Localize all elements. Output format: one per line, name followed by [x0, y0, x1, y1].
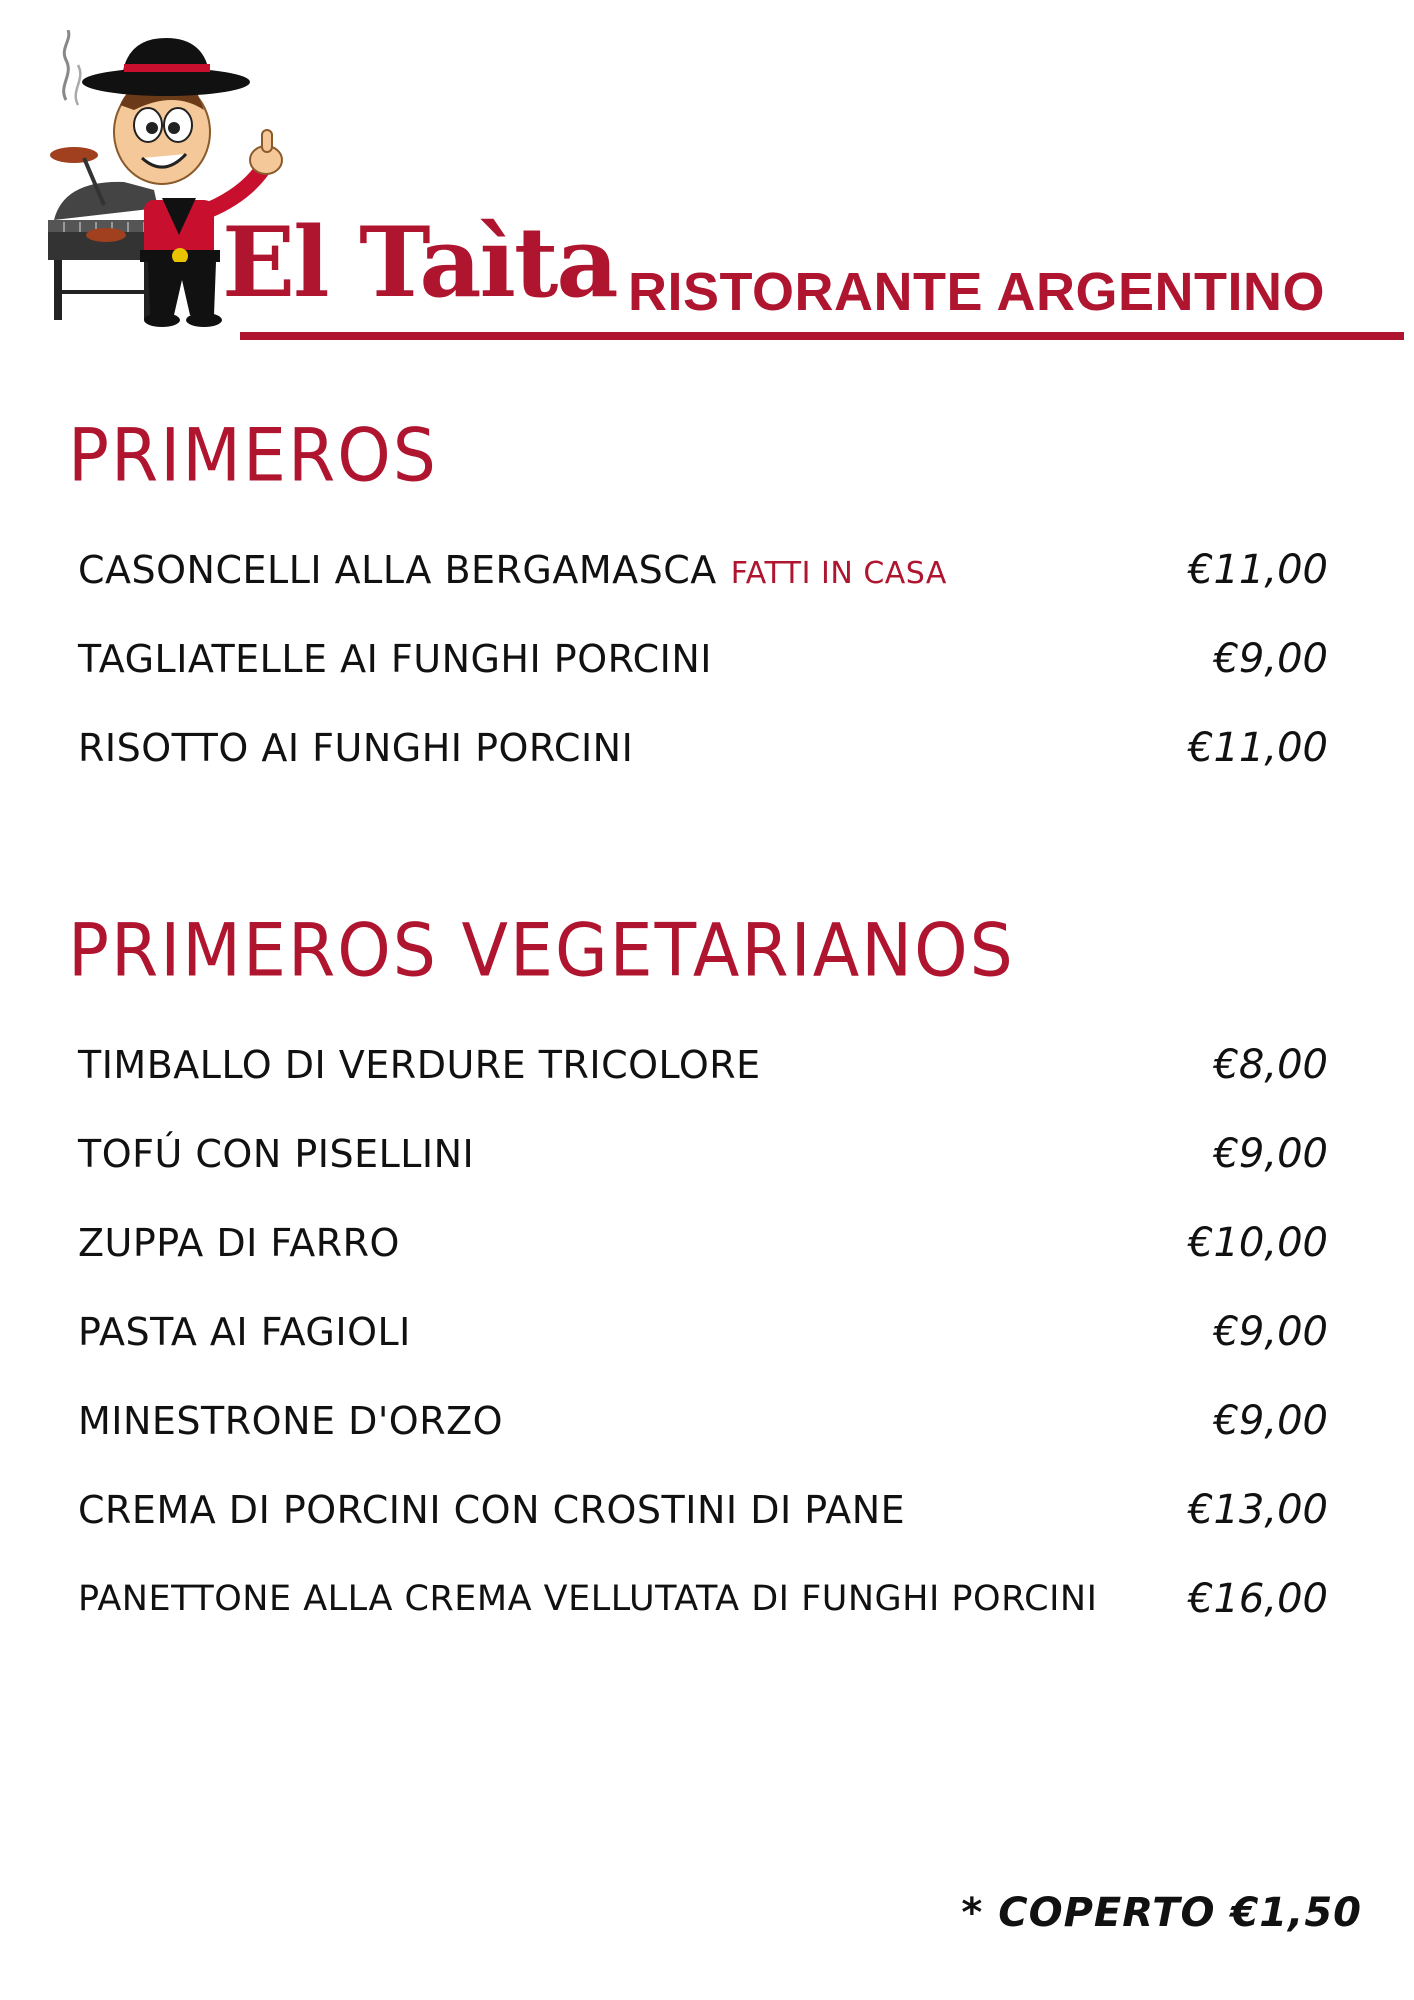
item-name [78, 545, 947, 599]
menu-item [78, 1396, 1328, 1446]
item-name: ZUPPA DI FARRO [78, 1221, 400, 1265]
item-name: TOFÚ CON PISELLINI [78, 1132, 475, 1176]
item-note: FATTI IN CASA [730, 556, 947, 591]
menu-item [78, 723, 1328, 773]
item-price: €9,00 [1213, 1398, 1328, 1444]
item-name: PASTA AI FAGIOLI [78, 1310, 411, 1354]
menu-item [78, 1574, 1328, 1624]
item-price: €11,00 [1188, 725, 1328, 771]
menu-item [78, 1307, 1328, 1357]
item-name: PANETTONE ALLA CREMA VELLUTATA DI FUNGHI PORCINI [78, 1579, 1098, 1619]
item-price: €9,00 [1213, 1309, 1328, 1355]
item-price: €11,00 [1188, 547, 1328, 593]
menu-item [78, 1218, 1328, 1268]
menu-item [78, 1129, 1328, 1179]
restaurant-logo-text: El Taìta [222, 206, 617, 319]
item-name: TAGLIATELLE AI FUNGHI PORCINI [78, 637, 713, 681]
item-name: RISOTTO AI FUNGHI PORCINI [78, 726, 634, 770]
item-name: TIMBALLO DI VERDURE TRICOLORE [78, 1043, 761, 1087]
restaurant-tagline: RISTORANTE ARGENTINO [628, 262, 1326, 322]
coperto-note: * COPERTO €1,50 [961, 1890, 1362, 1936]
header-divider [240, 332, 1404, 340]
item-price: €10,00 [1188, 1220, 1328, 1266]
menu-item [78, 1485, 1328, 1535]
section-title-primeros-vegetarianos: PRIMEROS VEGETARIANOS [68, 908, 1015, 994]
item-name: MINESTRONE D'ORZO [78, 1399, 504, 1443]
item-name-text: CASONCELLI ALLA BERGAMASCA [78, 548, 717, 592]
item-price: €9,00 [1213, 636, 1328, 682]
item-price: €13,00 [1188, 1487, 1328, 1533]
item-price: €9,00 [1213, 1131, 1328, 1177]
menu-item [78, 545, 1328, 595]
section-title-primeros: PRIMEROS [68, 413, 438, 499]
item-price: €16,00 [1188, 1576, 1328, 1622]
item-name: CREMA DI PORCINI CON CROSTINI DI PANE [78, 1488, 906, 1532]
item-price: €8,00 [1213, 1042, 1328, 1088]
menu-item [78, 1040, 1328, 1090]
menu-item [78, 634, 1328, 684]
